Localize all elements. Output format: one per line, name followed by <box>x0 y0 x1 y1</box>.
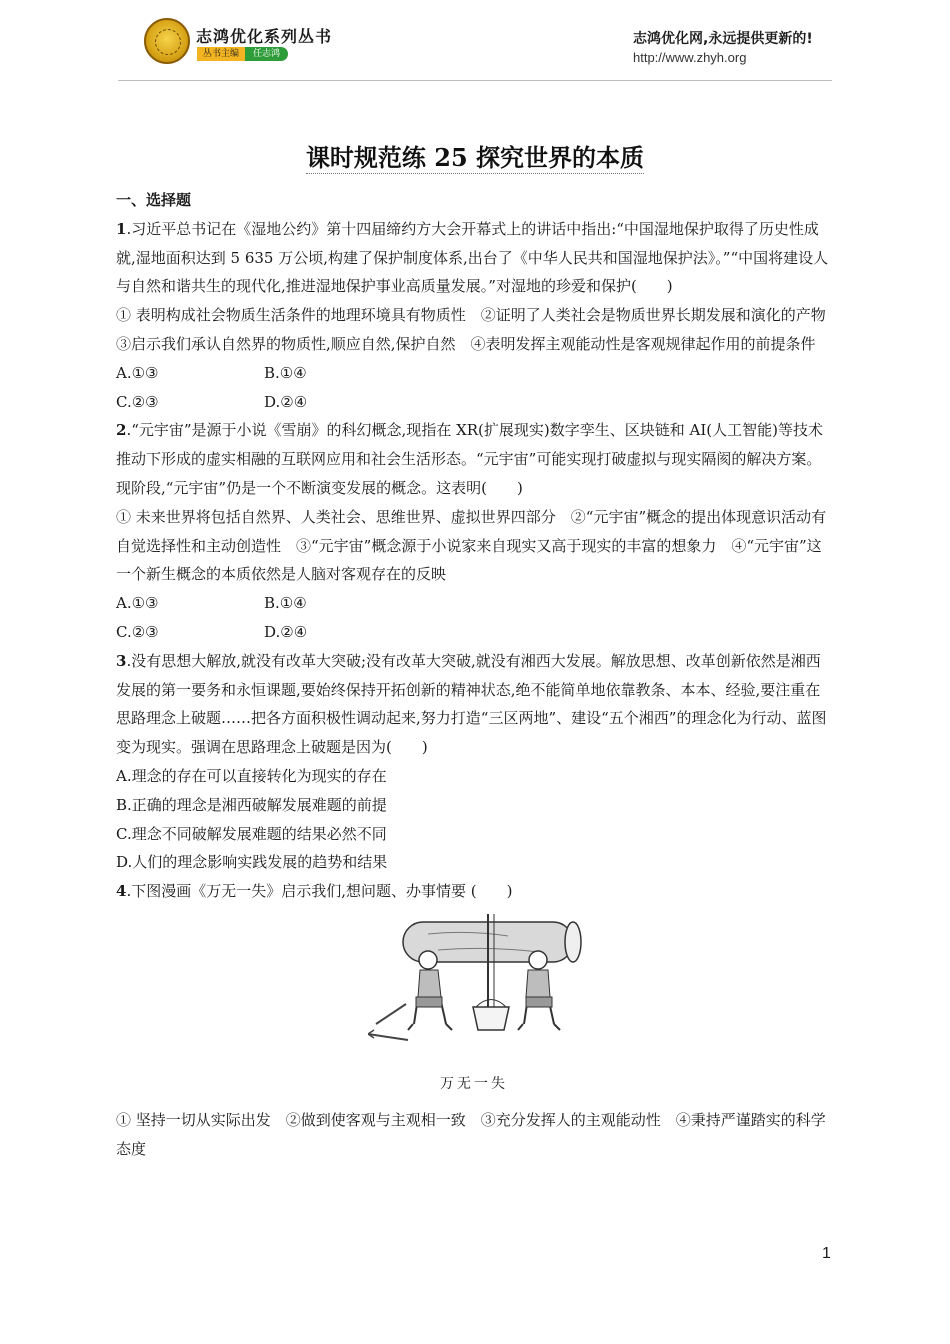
option-c[interactable]: C.②③ <box>116 622 159 641</box>
question-4-stem: 4.下图漫画《万无一失》启示我们,想问题、办事情要 ( ) <box>116 882 513 901</box>
header-url: http://www.zhyh.org <box>633 50 747 65</box>
question-1-options-row-1 <box>116 359 832 388</box>
brand-subtitle <box>197 47 288 61</box>
section-heading: 一、选择题 <box>116 191 192 209</box>
cartoon-caption: 万无一失 <box>440 1075 508 1092</box>
question-3-stem: 3.没有思想大解放,就没有改革大突破;没有改革大突破,就没有湘西大发展。解放思想、改革创新依然是湘西发展的第一要务和永恒课题,要始终保持开拓创新的精神状态,绝不能简单地依靠教条、本本、经验,要注重在思路理念上破题……把各方面积极性调动起来,努力打造“三区两地”、建设“五个湘西”的理念化为行动、蓝图变为现实。强调在思路理念上破题是因为( ) <box>116 651 827 757</box>
option-b[interactable]: B.正确的理念是湘西破解发展难题的前提 <box>116 795 387 814</box>
option-d[interactable]: D.人们的理念影响实践发展的趋势和结果 <box>116 853 388 872</box>
question-2-number: 2 <box>116 421 127 440</box>
option-d[interactable]: D.②④ <box>264 622 308 641</box>
header-divider <box>118 80 832 81</box>
page-number: 1 <box>822 1245 831 1262</box>
cartoon-figure <box>116 906 832 1106</box>
option-c[interactable]: C.②③ <box>116 392 159 411</box>
question-1-options-row-2 <box>116 388 832 417</box>
option-b[interactable]: B.①④ <box>264 363 307 382</box>
header-slogan: 志鸿优化网,永远提供更新的! <box>633 31 813 47</box>
exercise-content <box>116 186 841 1164</box>
cartoon-illustration <box>368 912 584 1062</box>
question-2-options-row-2 <box>116 618 832 647</box>
question-2-stem: 2.“元宇宙”是源于小说《雪崩》的科幻概念,现指在 XR(扩展现实)数字孪生、区块链和 AI(人工智能)等技术推动下形成的虚实相融的互联网应用和社会生活形态。“元宇宙”可能实现打破虚拟与现实隔阂的解决方案。现阶段,“元宇宙”仍是一个不断演变发展的概念。这表明( ) <box>116 421 823 497</box>
option-c[interactable]: C.理念不同破解发展难题的结果必然不同 <box>116 824 387 843</box>
question-3-number: 3 <box>116 651 127 670</box>
question-2-statements: ① 未来世界将包括自然界、人类社会、思维世界、虚拟世界四部分 ②“元宇宙”概念的提出体现意识活动有自觉选择性和主动创造性 ③“元宇宙”概念源于小说家来自现实又高于现实的丰富的想象力 ④“元宇宙”这一个新生概念的本质依然是人脑对客观存在的反映 <box>116 507 827 584</box>
option-d[interactable]: D.②④ <box>264 392 308 411</box>
question-1-stem: 1.习近平总书记在《湿地公约》第十四届缔约方大会开幕式上的讲话中指出:“中国湿地保护取得了历史性成就,湿地面积达到 5 635 万公顷,构建了保护制度体系,出台了《中华人民共和国湿地保护法》。”“中国将建设人与自然和谐共生的现代化,推进湿地保护事业高质量发展。”对湿地的珍爱和保护( ) <box>116 219 829 296</box>
question-1-number: 1 <box>116 219 127 238</box>
question-4-number: 4 <box>116 882 127 901</box>
option-a[interactable]: A.①③ <box>116 594 159 613</box>
option-b[interactable]: B.①④ <box>264 594 307 613</box>
question-4-statements: ① 坚持一切从实际出发 ②做到使客观与主观相一致 ③充分发挥人的主观能动性 ④秉持严谨踏实的科学态度 <box>116 1110 826 1158</box>
page-title: 课时规范练 25 探究世界的本质 <box>305 143 645 172</box>
question-1-statements: ① 表明构成社会物质生活条件的地理环境具有物质性 ②证明了人类社会是物质世界长期发展和演化的产物 ③启示我们承认自然界的物质性,顺应自然,保护自然 ④表明发挥主观能动性是客观规律起作用的前提条件 <box>116 306 841 353</box>
publisher-logo <box>144 18 190 64</box>
brand-sub-name: 任志鸿 <box>245 47 288 61</box>
question-2-options-row-1 <box>116 589 832 618</box>
option-a[interactable]: A.①③ <box>116 363 159 382</box>
page-header <box>0 0 950 90</box>
brand-title: 志鸿优化系列丛书 <box>196 27 333 46</box>
option-a[interactable]: A.理念的存在可以直接转化为现实的存在 <box>116 766 387 785</box>
brand-sub-label: 丛书主编 <box>197 47 245 61</box>
